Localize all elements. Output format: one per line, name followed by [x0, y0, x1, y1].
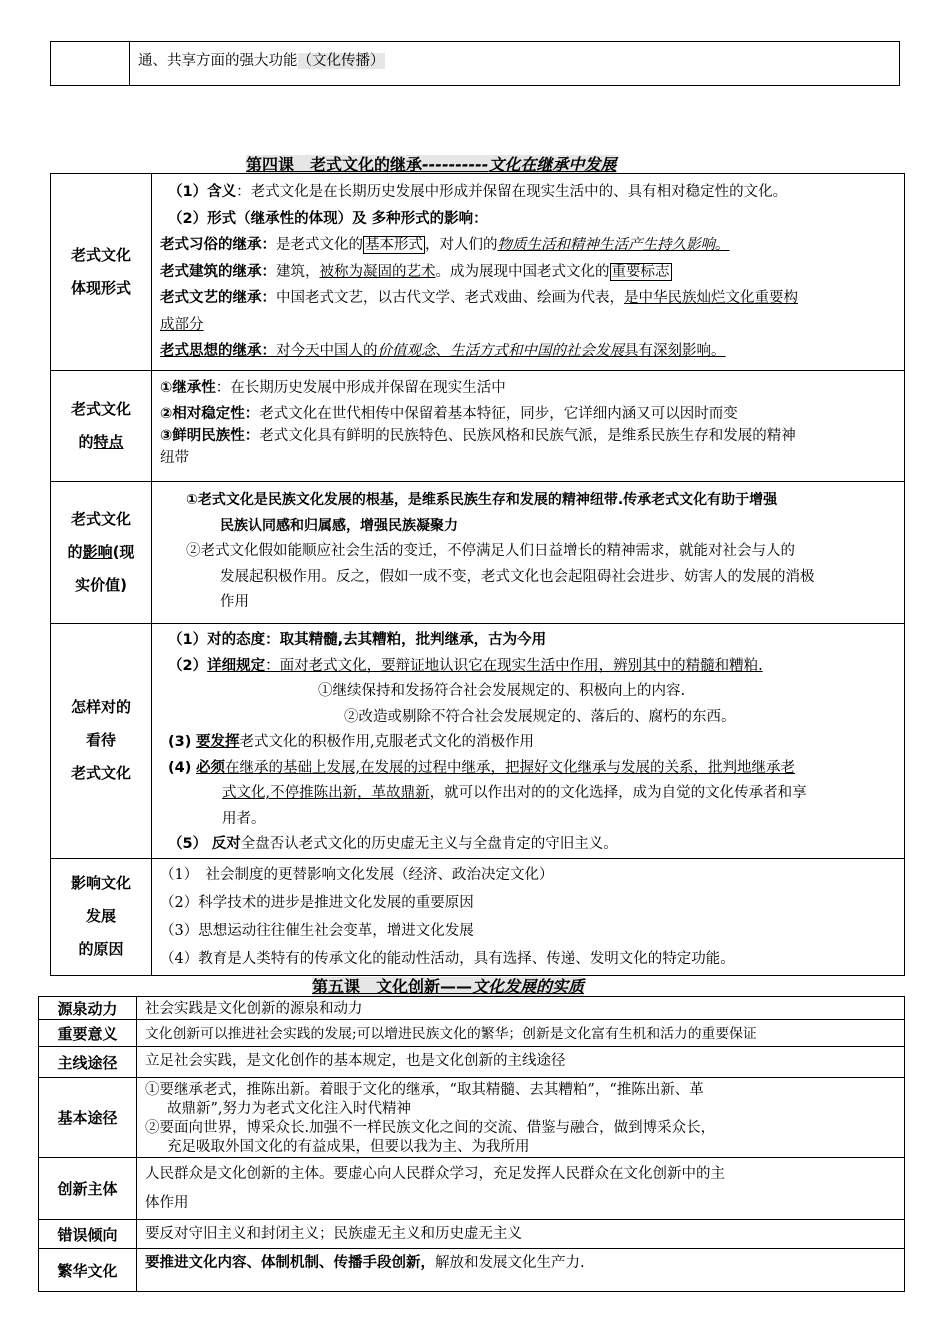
row-content-influence: ①老式文化是民族文化发展的根基，是维系民族生存和发展的精神纽带.传承老式文化有助于增强 民族认同感和归属感，增强民族凝聚力 ②老式文化假如能顺应社会生活的变迁，不停满足人们日益增长的精神需求，就能对社会与人的 发展起积极作用。反之，假如一成不变，老式文化也会起阻碍社会进步、妨害人的发展的消极 作用 — [152, 482, 905, 624]
row-content-wrong: 要反对守旧主义和封闭主义；民族虚无主义和历史虚无主义 — [137, 1220, 905, 1249]
top-fragment-label-cell — [51, 42, 130, 86]
row-label-causes: 影响文化 发展 的原因 — [51, 858, 152, 975]
row-content-source: 社会实践是文化创新的源泉和动力 — [137, 997, 905, 1020]
row-content-significance: 文化创新可以推进社会实践的发展;可以增进民族文化的繁华；创新是文化富有生机和活力的重要保证 — [137, 1020, 905, 1047]
lesson5-row-source — [39, 997, 905, 1020]
lesson5-row-wrong — [39, 1220, 905, 1249]
row-content-features: ①继承性：在长期历史发展中形成并保留在现实生活中 ②相对稳定性：老式文化在世代相传中保留着基本特征，同步，它详细内涵又可以因时而变 ③鲜明民族性：老式文化具有鲜明的民族特色、民族风格和民族气派，是维系民族生存和发展的精神 纽带 — [152, 371, 905, 482]
top-fragment-tag: （文化传播） — [297, 53, 385, 69]
row-label-features: 老式文化 的特点 — [51, 371, 152, 482]
row-label-wrong: 错误倾向 — [39, 1220, 137, 1249]
lesson4-title-sub: 文化在继承中发展 — [488, 155, 617, 174]
lesson4-row-causes — [51, 858, 905, 975]
row-label-attitude: 怎样对的 看待 老式文化 — [51, 624, 152, 859]
lesson5-row-significance — [39, 1020, 905, 1047]
row-content-subject: 人民群众是文化创新的主体。要虚心向人民群众学习，充足发挥人民群众在文化创新中的主 体作用 — [137, 1158, 905, 1220]
lesson4-table — [50, 173, 905, 976]
top-fragment-text: 通、共享方面的强大功能 — [138, 53, 298, 69]
lesson4-row-forms — [51, 174, 905, 371]
lesson4-title-main: 第四课 老式文化的继承 — [246, 155, 423, 174]
top-fragment-table — [50, 41, 900, 86]
lesson5-title-sub: 文化发展的实质 — [472, 977, 585, 996]
row-label-main-path: 主线途径 — [39, 1047, 137, 1078]
row-label-significance: 重要意义 — [39, 1020, 137, 1047]
lesson5-row-basic-path — [39, 1078, 905, 1158]
lesson4-row-influence — [51, 482, 905, 624]
lesson4-title — [246, 152, 616, 175]
lesson5-row-prosper — [39, 1249, 905, 1292]
lesson4-row-attitude — [51, 624, 905, 859]
top-fragment-content — [130, 42, 900, 86]
lesson5-title-main: 第五课 文化创新—— — [312, 977, 473, 996]
row-content-prosper: 要推进文化内容、体制机制、传播手段创新，解放和发展文化生产力. — [137, 1249, 905, 1292]
lesson5-row-main-path — [39, 1047, 905, 1078]
row-label-basic-path: 基本途径 — [39, 1078, 137, 1158]
lesson5-table — [38, 996, 905, 1292]
lesson4-row-features — [51, 371, 905, 482]
row-label-influence: 老式文化 的影响(现 实价值) — [51, 482, 152, 624]
row-content-main-path: 立足社会实践，是文化创作的基本规定，也是文化创新的主线途径 — [137, 1047, 905, 1078]
lesson5-row-subject — [39, 1158, 905, 1220]
row-label-source: 源泉动力 — [39, 997, 137, 1020]
lesson4-title-dashes: ---------- — [422, 155, 489, 174]
row-label-subject: 创新主体 — [39, 1158, 137, 1220]
row-label-forms: 老式文化 体现形式 — [51, 174, 152, 371]
row-content-causes: （1） 社会制度的更替影响文化发展（经济、政治决定文化） （2）科学技术的进步是推进文化发展的重要原因 （3）思想运动往往催生社会变革，增进文化发展 （4）教育是人类特有的传承文化的能动性活动，具有选择、传递、发明文化的特定功能。 — [152, 858, 905, 975]
lesson5-title — [312, 974, 584, 997]
row-content-forms: （1）含义：老式文化是在长期历史发展中形成并保留在现实生活中的、具有相对稳定性的文化。 （2）形式（继承性的体现）及 多种形式的影响： 老式习俗的继承：是老式文化的 基本形式 ，对人们的物质生活和精神生活产生持久影响。 老式建筑的继承：建筑，被称为凝固的艺术。成为展现中国老式文化的 重要标志 老式文艺的继承：中国老式文艺，以古代文学、老式戏曲、绘画为代表，是中华民族灿烂文化重要构 成部分 老式思想的继承：对今天中国人的价值观念、生活方式和中国的社会发展具有深刻影响。 — [152, 174, 905, 371]
row-label-prosper: 繁华文化 — [39, 1249, 137, 1292]
row-content-basic-path: ①要继承老式，推陈出新。着眼于文化的继承，“取其精髓、去其糟粕”，“推陈出新、革 故鼎新”,努力为老式文化注入时代精神 ②要面向世界，博采众长.加强不一样民族文化之间的交流、借鉴与融合，做到博采众长， 充足吸取外国文化的有益成果，但要以我为主、为我所用 — [137, 1078, 905, 1158]
row-content-attitude: （1）对的态度：取其精髓,去其糟粕，批判继承，古为今用 （2）详细规定：面对老式文化，要辩证地认识它在现实生活中作用，辨别其中的精髓和糟粕. ①继续保持和发扬符合社会发展规定的、积极向上的内容. ②改造或剔除不符合社会发展规定的、落后的、腐朽的东西。 (3) 要发挥老式文化的积极作用,克服老式文化的消极作用 (4) 必须在继承的基础上发展,在发展的过程中继承，把握好文化继承与发展的关系，批判地继承老 式文化,不停推陈出新，革故鼎新，就可以作出对的的文化选择，成为自觉的文化传承者和享 用者。 （5） 反对全盘否认老式文化的历史虚无主义与全盘肯定的守旧主义。 — [152, 624, 905, 859]
